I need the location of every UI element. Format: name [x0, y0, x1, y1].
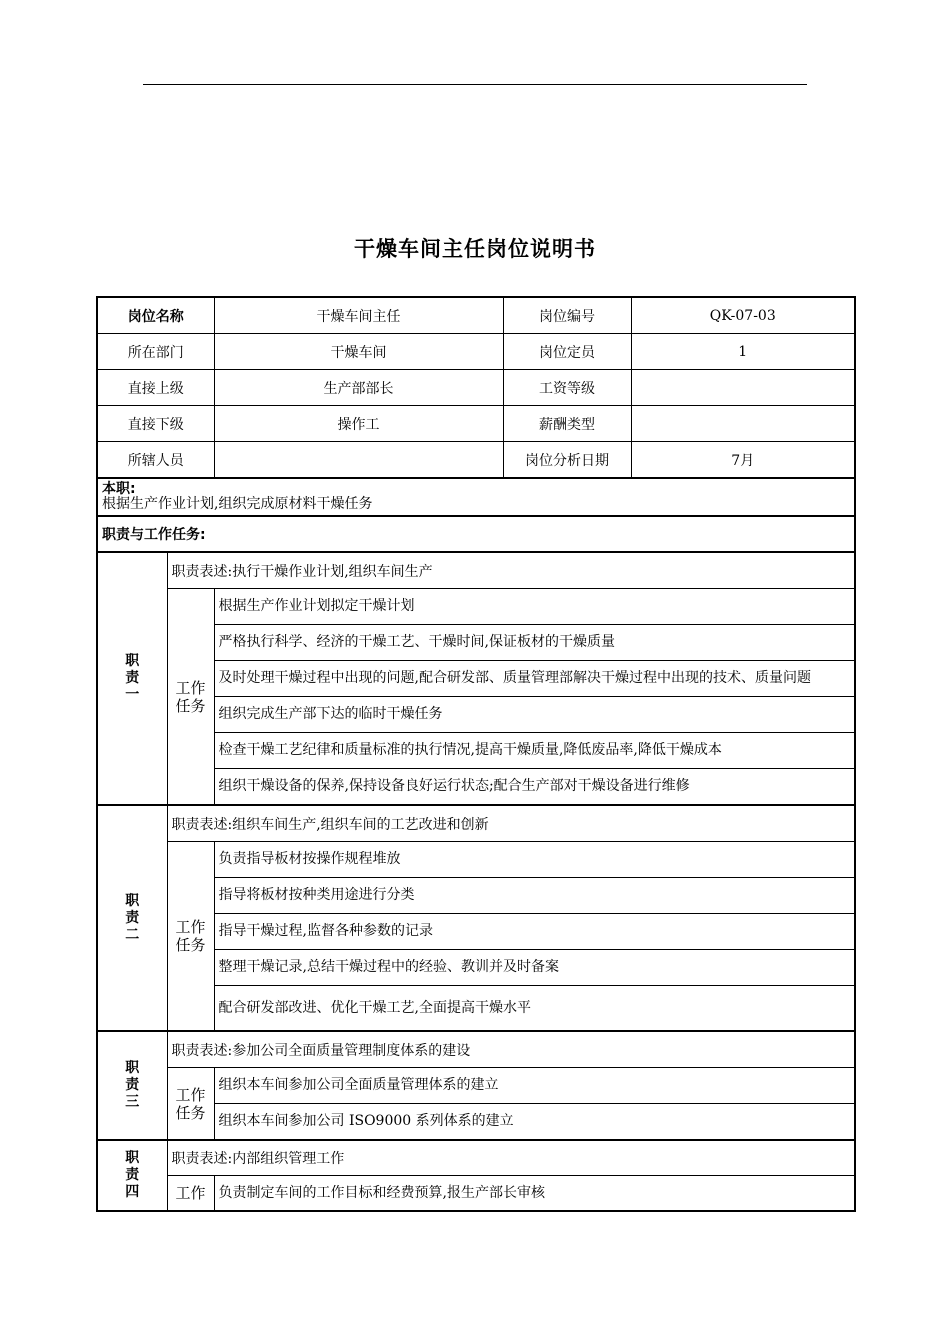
- table-row: [97, 589, 855, 625]
- duty-3-task-label: 工作任务: [167, 1068, 214, 1141]
- duty-3-description-row: [97, 1031, 855, 1068]
- core-duty-text: 根据生产作业计划,组织完成原材料干燥任务: [102, 496, 373, 512]
- duty-2-description-row: [97, 805, 855, 842]
- duty-4-task-label: 工作: [167, 1176, 214, 1212]
- core-duty-label: 本职:: [102, 481, 136, 497]
- duty-3-description: 职责表述:参加公司全面质量管理制度体系的建设: [167, 1031, 855, 1068]
- table-row: [97, 842, 855, 878]
- table-row: [97, 1176, 855, 1212]
- duty-2-task-4: 整理干燥记录,总结干燥过程中的经验、教训并及时备案: [214, 950, 855, 986]
- duty-1-description-row: [97, 552, 855, 589]
- headcount-value: 1: [631, 334, 855, 370]
- row-position-name: [97, 297, 855, 334]
- duty-1-task-5: 检查干燥工艺纪律和质量标准的执行情况,提高干燥质量,降低废品率,降低干燥成本: [214, 733, 855, 769]
- department-value: 干燥车间: [214, 334, 503, 370]
- position-code-value: QK-07-03: [631, 297, 855, 334]
- row-superior: [97, 370, 855, 406]
- salary-grade-value: [631, 370, 855, 406]
- duty-4-description-row: [97, 1140, 855, 1176]
- superior-value: 生产部部长: [214, 370, 503, 406]
- duty-2-task-3: 指导干燥过程,监督各种参数的记录: [214, 914, 855, 950]
- duty-1-task-1: 根据生产作业计划拟定干燥计划: [214, 589, 855, 625]
- duty-4-heading: 职责四: [97, 1140, 167, 1211]
- duty-4-description: 职责表述:内部组织管理工作: [167, 1140, 855, 1176]
- row-subordinate: [97, 406, 855, 442]
- duty-2-heading: 职责二: [97, 805, 167, 1031]
- department-label: 所在部门: [97, 334, 214, 370]
- duty-4-task-1: 负责制定车间的工作目标和经费预算,报生产部长审核: [214, 1176, 855, 1212]
- duty-1-task-3: 及时处理干燥过程中出现的问题,配合研发部、质量管理部解决干燥过程中出现的技术、质量问题: [214, 661, 855, 697]
- staff-value: [214, 442, 503, 479]
- duty-1-description: 职责表述:执行干燥作业计划,组织车间生产: [167, 552, 855, 589]
- headcount-label: 岗位定员: [503, 334, 631, 370]
- duty-1-task-4: 组织完成生产部下达的临时干燥任务: [214, 697, 855, 733]
- duty-2-task-5: 配合研发部改进、优化干燥工艺,全面提高干燥水平: [214, 986, 855, 1032]
- analysis-date-label: 岗位分析日期: [503, 442, 631, 479]
- subordinate-label: 直接下级: [97, 406, 214, 442]
- duty-1-task-label: 工作任务: [167, 589, 214, 806]
- duty-3-task-1: 组织本车间参加公司全面质量管理体系的建立: [214, 1068, 855, 1104]
- table-row: [97, 1068, 855, 1104]
- page-title: 干燥车间主任岗位说明书: [354, 237, 596, 261]
- header-rule: [143, 84, 807, 85]
- duty-3-heading: 职责三: [97, 1031, 167, 1140]
- subordinate-value: 操作工: [214, 406, 503, 442]
- position-code-label: 岗位编号: [503, 297, 631, 334]
- superior-label: 直接上级: [97, 370, 214, 406]
- duty-1-task-2: 严格执行科学、经济的干燥工艺、干燥时间,保证板材的干燥质量: [214, 625, 855, 661]
- position-name-label: 岗位名称: [97, 297, 214, 334]
- pay-type-value: [631, 406, 855, 442]
- duty-2-task-1: 负责指导板材按操作规程堆放: [214, 842, 855, 878]
- duty-1-task-6: 组织干燥设备的保养,保持设备良好运行状态;配合生产部对干燥设备进行维修: [214, 769, 855, 806]
- duty-3-task-2: 组织本车间参加公司 ISO9000 系列体系的建立: [214, 1104, 855, 1141]
- core-duty-cell: [97, 478, 855, 516]
- duties-heading: 职责与工作任务:: [97, 516, 855, 552]
- job-description-table: [96, 296, 856, 1212]
- row-staff: [97, 442, 855, 479]
- salary-grade-label: 工资等级: [503, 370, 631, 406]
- duty-2-task-label: 工作任务: [167, 842, 214, 1032]
- analysis-date-value: 7月: [631, 442, 855, 479]
- staff-label: 所辖人员: [97, 442, 214, 479]
- pay-type-label: 薪酬类型: [503, 406, 631, 442]
- row-core-duty: [97, 478, 855, 516]
- duty-2-description: 职责表述:组织车间生产,组织车间的工艺改进和创新: [167, 805, 855, 842]
- duty-2-task-2: 指导将板材按种类用途进行分类: [214, 878, 855, 914]
- duty-1-heading: 职责一: [97, 552, 167, 805]
- row-duties-heading: [97, 516, 855, 552]
- position-name-value: 干燥车间主任: [214, 297, 503, 334]
- row-department: [97, 334, 855, 370]
